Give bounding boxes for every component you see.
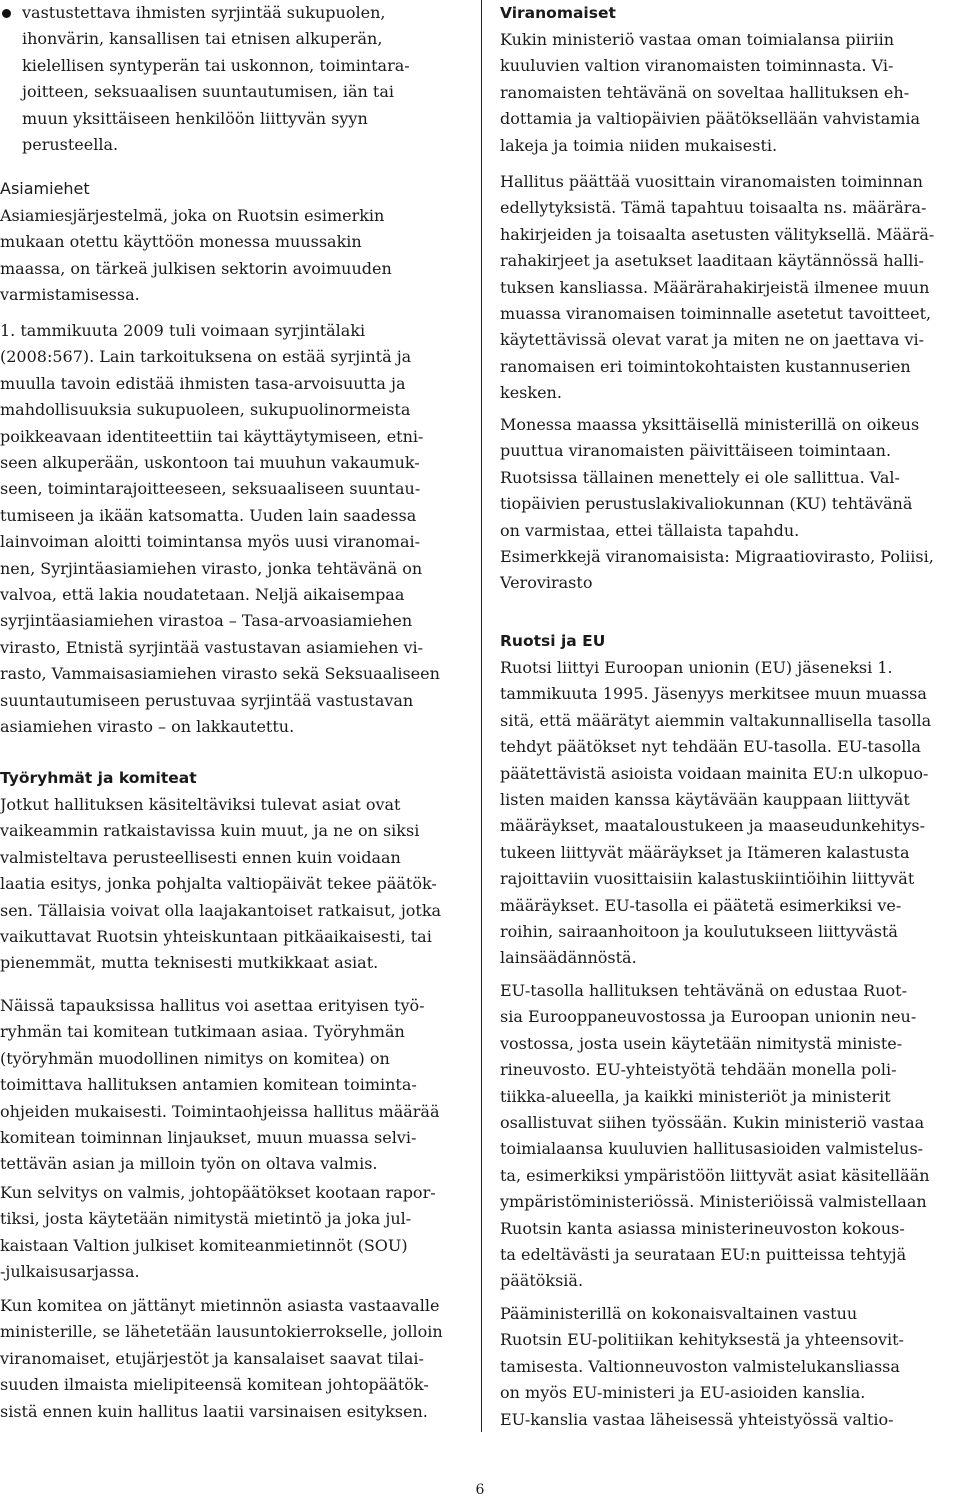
text-line: rajoittaviin vuosittaisiin kalastuskiintiöihin liittyvät [500,869,915,889]
text-line: puuttua viranomaisten päivittäiseen toimintaan. [500,441,892,461]
text-line: Näissä tapauksissa hallitus voi asettaa erityisen työ- [0,996,425,1015]
text-line: muassa viranomaisen toiminnalle asetetut tavoitteet, [500,304,932,324]
text-line: nen, Syrjintäasiamiehen virasto, jonka tehtävänä on [0,558,423,578]
eu-paragraph-3 [500,1301,904,1433]
text-line: mukaan otettu käyttöön monessa muussakin [0,232,362,252]
text-line: lainvoiman aloitti toimintansa myös uusi viranomai- [0,532,420,552]
text-line: vaikeammin ratkaistavissa kuin muut, ja ne on siksi [0,821,420,841]
text-line: vastustettava ihmisten syrjintää sukupuolen, [22,3,386,22]
text-line: Ruotsissa tällainen menettely ei ole sallittua. Val- [500,467,900,487]
text-line: 1. tammikuuta 2009 tuli voimaan syrjintälaki [0,321,366,340]
text-line: Ruotsin kanta asiassa ministerineuvoston kokous- [500,1218,905,1238]
text-line: listen maiden kanssa käytävään kauppaan liittyvät [500,790,910,810]
text-line: määräykset, maataloustukeen ja maaseudunkehitys- [500,816,926,836]
text-line: seen, toimintarajoitteeseen, seksuaaliseen suuntau- [0,479,421,499]
text-line: ta edeltävästi ja seurataan EU:n puitteissa tehtyjä [500,1245,907,1265]
text-line: Jotkut hallituksen käsiteltäviksi tulevat asiat ovat [0,795,401,814]
text-line: tamisesta. Valtionneuvoston valmistelukansliassa [500,1356,900,1376]
text-line: tettävän asian ja milloin työn on oltava valmis. [0,1154,378,1174]
text-line: sen. Tällaisia voivat olla laajakantoiset ratkaisut, jotka [0,900,442,920]
text-line: pienemmät, mutta teknisesti mutkikkaat asiat. [0,953,379,973]
text-line: -julkaisusarjassa. [0,1262,140,1282]
text-line: joitteen, seksuaalisen suuntautumisen, iän tai [22,82,394,102]
text-line: sitä, että määrätyt aiemmin valtakunnallisella tasolla [500,710,932,730]
text-line: tiopäivien perustuslakivaliokunnan (KU) tehtävänä [500,494,913,514]
text-line: ranomaisen eri toimintokohtaisten kustannuserien [500,356,911,376]
text-line: tiksi, josta käytetään nimitystä mietintö ja joka jul- [0,1209,412,1229]
text-line: Ruotsin EU-politiikan kehityksestä ja yhteensovit- [500,1330,904,1350]
text-line: ihonvärin, kansallisen tai etnisen alkuperän, [22,29,383,49]
text-line: laatia esitys, jonka pohjalta valtiopäivät tekee päätök- [0,874,437,894]
tyoryhmat-paragraph-3 [0,1180,436,1286]
text-line: tehdyt päätökset nyt tehdään EU-tasolla. EU-tasolla [500,737,921,757]
text-line: kaistaan Valtion julkiset komiteanmietinnöt (SOU) [0,1235,408,1255]
text-line: vaikuttavat Ruotsin yhteiskuntaan pitkäaikaisesti, tai [0,927,432,947]
text-line: seen alkuperään, uskontoon tai muuhun vakaumuk- [0,453,420,473]
tyoryhmat-paragraph-1 [0,792,441,977]
text-line: vostossa, josta usein käytetään nimitystä ministe- [500,1033,903,1053]
viranomaiset-paragraph-3 [500,412,934,597]
text-line: komitean toiminnan linjaukset, muun muassa selvi- [0,1128,417,1148]
text-line: päätöksiä. [500,1271,584,1291]
text-line: toimittava hallituksen antamien komitean toiminta- [0,1075,417,1095]
text-line: tammikuuta 1995. Jäsenyys merkitsee muun muassa [500,684,927,704]
text-line: tiikka-alueella, ja kaikki ministeriöt ja ministerit [500,1086,891,1106]
tyoryhmat-paragraph-4 [0,1293,443,1425]
text-line: sia Eurooppaneuvostossa ja Euroopan unionin neu- [500,1007,917,1027]
text-line: hakirjeiden ja toisaalta asetusten välityksellä. Määrä- [500,224,935,244]
text-line: ranomaisten tehtävänä on soveltaa hallituksen eh- [500,82,910,102]
text-line: varmistamisessa. [0,285,140,305]
text-line: on myös EU-ministeri ja EU-asioiden kanslia. [500,1383,866,1403]
text-line: maassa, on tärkeä julkisen sektorin avoimuuden [0,258,392,278]
text-line: EU-kanslia vastaa läheisessä yhteistyössä valtio- [500,1409,894,1429]
syrjinta-paragraph [0,318,440,741]
text-line: käytettävissä olevat varat ja miten ne on jaettava vi- [500,330,925,350]
text-line: muun yksittäiseen henkilöön liittyvän syyn [22,108,368,128]
text-line: Ruotsi liittyi Euroopan unionin (EU) jäseneksi 1. [500,658,893,677]
text-line: muulla tavoin edistää ihmisten tasa-arvoisuutta ja [0,373,406,393]
eu-paragraph-1 [500,655,931,972]
text-line: Kukin ministeriö vastaa oman toimialansa piiriin [500,30,894,49]
column-divider [481,0,482,1432]
section-heading-eu: Ruotsi ja EU [500,632,606,650]
section-heading-asiamiehet: Asiamiehet [0,179,90,198]
text-line: Monessa maassa yksittäisellä ministerillä on oikeus [500,415,920,434]
tyoryhmat-paragraph-2 [0,993,440,1178]
section-heading-viranomaiset: Viranomaiset [500,4,616,22]
text-line: tuksen kansliassa. Määrärahakirjeistä ilmenee muun [500,277,930,297]
text-line: edellytyksistä. Tämä tapahtuu toisaalta ns. määrära- [500,198,927,218]
viranomaiset-paragraph-1 [500,27,920,159]
viranomaiset-paragraph-2 [500,169,934,407]
text-line: Pääministerillä on kokonaisvaltainen vastuu [500,1304,858,1323]
eu-paragraph-2 [500,978,930,1295]
text-line: tumiseen ja ikään katsomatta. Uuden lain saadessa [0,505,417,525]
text-line: Hallitus päättää vuosittain viranomaisten toiminnan [500,172,923,191]
text-line: rahakirjeet ja asetukset laaditaan käytännössä halli- [500,251,924,271]
text-line: viranomaiset, etujärjestöt ja kansalaiset saavat tilai- [0,1348,424,1368]
text-line: ympäristöministeriössä. Ministeriöissä valmistellaan [500,1192,927,1212]
text-line: ta, esimerkiksi ympäristöön liittyvät asiat käsitellään [500,1165,930,1185]
text-line: valvoa, että lakia noudatetaan. Neljä aikaisempaa [0,585,405,605]
text-line: päätettävistä asioista voidaan mainita EU:n ulkopuo- [500,763,929,783]
text-line: ryhmän tai komitean tutkimaan asiaa. Työryhmän [0,1022,405,1042]
text-line: mahdollisuuksia sukupuoleen, sukupuolinormeista [0,400,411,420]
text-line: rasto, Vammaisasiamiehen virasto sekä Seksuaaliseen [0,664,440,684]
text-line: kuuluvien valtion viranomaisten toiminnasta. Vi- [500,56,894,76]
text-line: EU-tasolla hallituksen tehtävänä on edustaa Ruot- [500,981,907,1000]
text-line: rineuvosto. EU-yhteistyötä tehdään monella poli- [500,1060,897,1080]
text-line: dottamia ja valtiopäivien päätöksellään vahvistamia [500,109,921,129]
text-line: valmisteltava perusteellisesti ennen kuin voidaan [0,847,401,867]
text-line: ministerille, se lähetetään lausuntokierrokselle, jolloin [0,1322,443,1342]
text-line: roihin, sairaanhoitoon ja koulutukseen liittyvästä [500,922,898,942]
text-line: toimialaansa kuuluvien hallitusasioiden valmistelus- [500,1139,924,1159]
text-line: suuden ilmaista mielipiteensä komitean johtopäätök- [0,1375,429,1395]
text-line: syrjintäasiamiehen virastoa – Tasa-arvoasiamiehen [0,611,413,631]
text-line: kielellisen syntyperän tai uskonnon, toimintara- [22,55,410,75]
text-line: osallistuvat siihen työssään. Kukin ministeriö vastaa [500,1113,925,1133]
page-number: 6 [475,1482,485,1498]
text-line: kesken. [500,383,562,403]
text-line: määräykset. EU-tasolla ei päätetä esimerkiksi ve- [500,895,902,915]
text-line: Asiamiesjärjestelmä, joka on Ruotsin esimerkin [0,206,385,225]
text-line: (2008:567). Lain tarkoituksena on estää syrjintä ja [0,347,412,367]
text-line: Kun komitea on jättänyt mietinnön asiasta vastaavalle [0,1296,440,1315]
text-line: lainsäädännöstä. [500,948,637,968]
text-line: asiamiehen virasto – on lakkautettu. [0,717,295,737]
text-line: Esimerkkejä viranomaisista: Migraatiovirasto, Poliisi, [500,547,934,567]
text-line: suuntautumiseen perustuvaa syrjintää vastustavan [0,690,414,710]
text-line: sistä ennen kuin hallitus laatii varsinaisen esityksen. [0,1401,428,1421]
text-line: (työryhmän muodollinen nimitys on komitea) on [0,1048,390,1068]
text-line: virasto, Etnistä syrjintää vastustavan asiamiehen vi- [0,637,424,657]
text-line: Kun selvitys on valmis, johtopäätökset kootaan rapor- [0,1183,436,1202]
text-line: poikkeavaan identiteettiin tai käyttäytymiseen, etni- [0,426,424,446]
section-heading-tyoryhmat: Työryhmät ja komiteat [0,769,197,787]
bullet-paragraph [0,0,410,158]
text-line: Verovirasto [500,573,593,593]
text-line: perusteella. [22,135,119,155]
text-line: lakeja ja toimia niiden mukaisesti. [500,135,778,155]
text-line: on varmistaa, ettei tällaista tapahdu. [500,520,800,540]
asiamiehet-paragraph [0,203,392,309]
text-line: ohjeiden mukaisesti. Toimintaohjeissa hallitus määrää [0,1101,440,1121]
text-line: tukeen liittyvät määräykset ja Itämeren kalastusta [500,842,910,862]
